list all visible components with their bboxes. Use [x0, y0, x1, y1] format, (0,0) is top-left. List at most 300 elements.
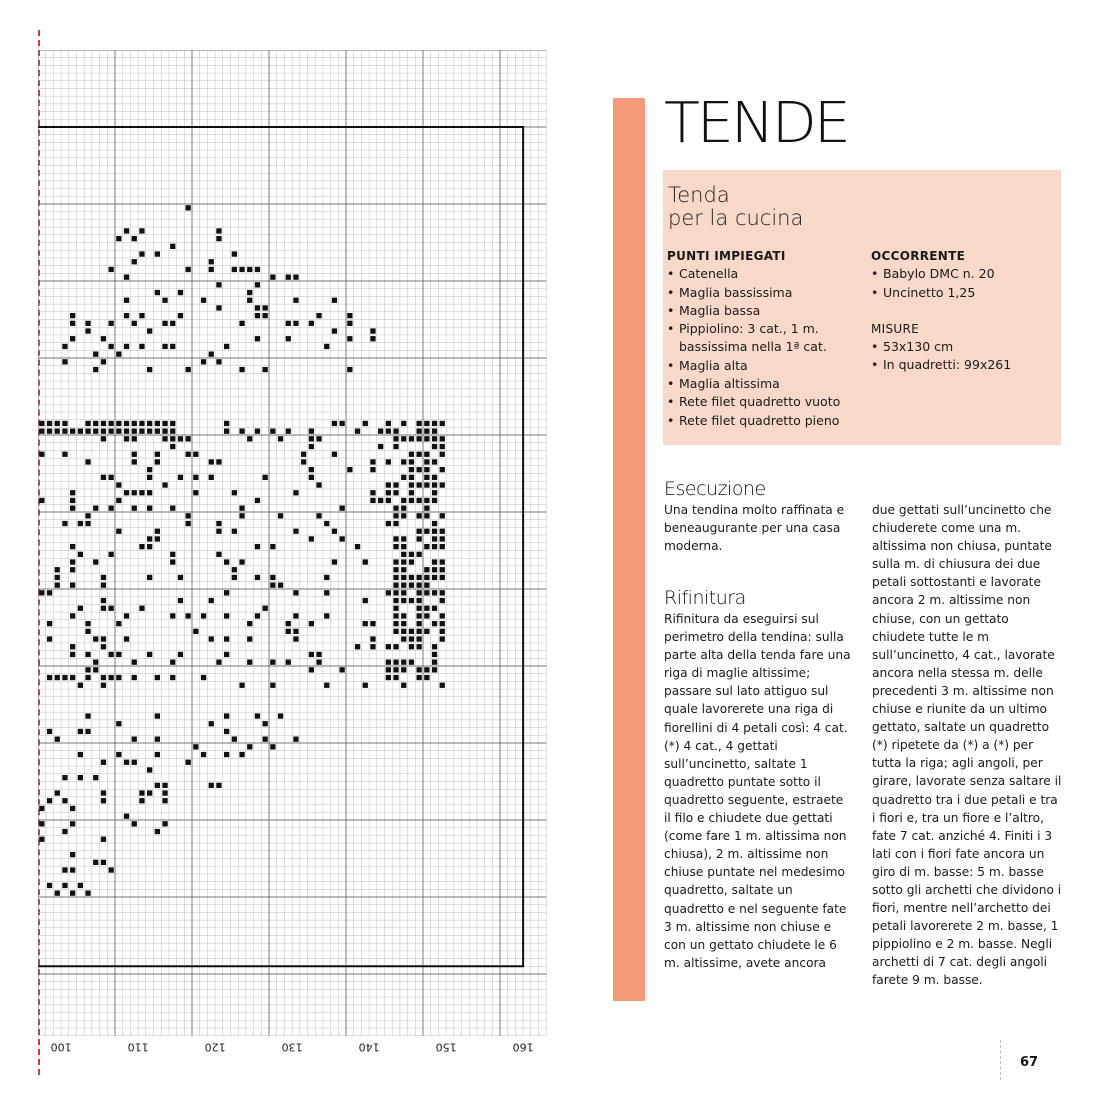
filled-cell [301, 452, 306, 457]
filled-cell [286, 336, 291, 341]
filled-cell [409, 552, 414, 557]
filled-cell [186, 521, 191, 526]
filled-cell [109, 506, 114, 511]
filled-cell [193, 629, 198, 634]
filled-cell [401, 506, 406, 511]
filled-cell [124, 613, 129, 618]
filled-cell [424, 606, 429, 611]
filled-cell [224, 713, 229, 718]
filled-cell [47, 621, 52, 626]
filled-cell [62, 359, 67, 364]
filled-cell [93, 367, 98, 372]
filled-cell [440, 575, 445, 580]
filled-cell [201, 752, 206, 757]
filled-cell [401, 613, 406, 618]
filled-cell [440, 436, 445, 441]
filled-cell [70, 652, 75, 657]
filled-cell [170, 421, 175, 426]
filled-cell [393, 536, 398, 541]
filled-cell [162, 344, 167, 349]
filled-cell [440, 559, 445, 564]
chart-border [38, 127, 523, 966]
filled-cell [85, 429, 90, 434]
filled-cell [355, 544, 360, 549]
filled-cell [85, 675, 90, 680]
filled-cell [124, 298, 129, 303]
filled-cell [417, 552, 422, 557]
filled-cell [47, 636, 52, 641]
filled-cell [201, 298, 206, 303]
punti-item: • Maglia bassissima [667, 284, 867, 302]
filled-cell [270, 544, 275, 549]
filled-cell [93, 429, 98, 434]
filled-cell [370, 490, 375, 495]
filled-cell [324, 590, 329, 595]
filled-cell [355, 429, 360, 434]
filled-cell [78, 883, 83, 888]
filled-cell [70, 567, 75, 572]
filled-cell [440, 536, 445, 541]
punti-column [667, 247, 867, 430]
filet-chart-grid [38, 50, 552, 1070]
page-number: 67 [1020, 1055, 1039, 1070]
filled-cell [386, 521, 391, 526]
filled-cell [132, 259, 137, 264]
filled-cell [224, 421, 229, 426]
filled-cell [109, 675, 114, 680]
punti-item: • Pippiolino: 3 cat., 1 m. bassissima nella 1ª cat. [667, 320, 867, 357]
filled-cell [239, 367, 244, 372]
filled-cell [370, 336, 375, 341]
filled-cell [239, 506, 244, 511]
filled-cell [432, 606, 437, 611]
filled-cell [363, 598, 368, 603]
filled-cell [270, 429, 275, 434]
filled-cell [101, 475, 106, 480]
filled-cell [47, 798, 52, 803]
filled-cell [132, 737, 137, 742]
punti-item: • Rete filet quadretto vuoto [667, 393, 867, 411]
filled-cell [386, 429, 391, 434]
filled-cell [293, 321, 298, 326]
filled-cell [286, 621, 291, 626]
filled-cell [132, 760, 137, 765]
filled-cell [409, 559, 414, 564]
filled-cell [417, 621, 422, 626]
filled-cell [93, 421, 98, 426]
filled-cell [55, 567, 60, 572]
filled-cell [263, 367, 268, 372]
filled-cell [162, 783, 167, 788]
filled-cell [417, 529, 422, 534]
filled-cell [386, 644, 391, 649]
filled-cell [432, 498, 437, 503]
filled-cell [239, 683, 244, 688]
filled-cell [255, 267, 260, 272]
filled-cell [324, 575, 329, 580]
filled-cell [216, 228, 221, 233]
filled-cell [132, 452, 137, 457]
filled-cell [70, 806, 75, 811]
filled-cell [147, 490, 152, 495]
filled-cell [424, 629, 429, 634]
box-title-line1: Tenda [668, 183, 730, 207]
filled-cell [139, 421, 144, 426]
filled-cell [432, 621, 437, 626]
filled-cell [170, 344, 175, 349]
filled-cell [393, 598, 398, 603]
filled-cell [424, 667, 429, 672]
filled-cell [424, 459, 429, 464]
filled-cell [162, 798, 167, 803]
filled-cell [70, 644, 75, 649]
filled-cell [232, 267, 237, 272]
filled-cell [309, 667, 314, 672]
filled-cell [293, 275, 298, 280]
filled-cell [132, 490, 137, 495]
filled-cell [155, 251, 160, 256]
filled-cell [178, 313, 183, 318]
filled-cell [201, 359, 206, 364]
filled-cell [409, 482, 414, 487]
filled-cell [340, 506, 345, 511]
filled-cell [278, 713, 283, 718]
filled-cell [93, 860, 98, 865]
filled-cell [401, 660, 406, 665]
filled-cell [417, 667, 422, 672]
filled-cell [247, 636, 252, 641]
filled-cell [55, 421, 60, 426]
filled-cell [139, 344, 144, 349]
filled-cell [39, 837, 44, 842]
filled-cell [278, 513, 283, 518]
filled-cell [101, 421, 106, 426]
filled-cell [393, 544, 398, 549]
filled-cell [417, 590, 422, 595]
filled-cell [93, 667, 98, 672]
filled-cell [440, 598, 445, 603]
filled-cell [409, 575, 414, 580]
filled-cell [401, 629, 406, 634]
punti-item: • Maglia altissima [667, 375, 867, 393]
filled-cell [386, 667, 391, 672]
filled-cell [155, 421, 160, 426]
filled-cell [170, 660, 175, 665]
filled-cell [155, 529, 160, 534]
filled-cell [232, 567, 237, 572]
filled-cell [432, 459, 437, 464]
filled-cell [47, 429, 52, 434]
filled-cell [101, 683, 106, 688]
filled-cell [62, 867, 67, 872]
filled-cell [101, 636, 106, 641]
filled-cell [247, 744, 252, 749]
filled-cell [332, 328, 337, 333]
filled-cell [101, 598, 106, 603]
filled-cell [393, 629, 398, 634]
filled-cell [124, 636, 129, 641]
filled-cell [147, 467, 152, 472]
filled-cell [432, 529, 437, 534]
filled-cell [62, 798, 67, 803]
filled-cell [39, 498, 44, 503]
filled-cell [424, 590, 429, 595]
filled-cell [401, 636, 406, 641]
filled-cell [109, 552, 114, 557]
filled-cell [424, 583, 429, 588]
punti-item: • Maglia alta [667, 357, 867, 375]
filled-cell [162, 429, 167, 434]
filled-cell [417, 675, 422, 680]
filled-cell [347, 321, 352, 326]
occorrente-heading: OCCORRENTE [871, 249, 966, 263]
filled-cell [216, 783, 221, 788]
filled-cell [101, 429, 106, 434]
filled-cell [139, 790, 144, 795]
filled-cell [401, 590, 406, 595]
filled-cell [155, 536, 160, 541]
filled-cell [70, 559, 75, 564]
filled-cell [178, 290, 183, 295]
filled-cell [178, 652, 183, 657]
filled-cell [193, 452, 198, 457]
filled-cell [216, 459, 221, 464]
filled-cell [109, 421, 114, 426]
filled-cell [139, 313, 144, 318]
filled-cell [109, 867, 114, 872]
filled-cell [424, 421, 429, 426]
filled-cell [147, 767, 152, 772]
filled-cell [101, 790, 106, 795]
filled-cell [301, 459, 306, 464]
filled-cell [132, 429, 137, 434]
filled-cell [432, 590, 437, 595]
filled-cell [293, 636, 298, 641]
filled-cell [409, 498, 414, 503]
filled-cell [216, 305, 221, 310]
filled-cell [332, 529, 337, 534]
filled-cell [139, 606, 144, 611]
filled-cell [101, 606, 106, 611]
filled-cell [440, 467, 445, 472]
filled-cell [62, 429, 67, 434]
filled-cell [147, 367, 152, 372]
filled-cell [62, 521, 67, 526]
filled-cell [386, 490, 391, 495]
filled-cell [393, 621, 398, 626]
filled-cell [370, 636, 375, 641]
filled-cell [116, 652, 121, 657]
filled-cell [378, 498, 383, 503]
filled-cell [424, 544, 429, 549]
filled-cell [417, 452, 422, 457]
filled-cell [424, 513, 429, 518]
filled-cell [324, 613, 329, 618]
filled-cell [432, 644, 437, 649]
filled-cell [62, 452, 67, 457]
filled-cell [401, 436, 406, 441]
filled-cell [155, 459, 160, 464]
filled-cell [55, 575, 60, 580]
filled-cell [363, 559, 368, 564]
occorrente-list [871, 265, 1056, 302]
filled-cell [255, 429, 260, 434]
punti-list [667, 265, 867, 430]
filled-cell [216, 282, 221, 287]
filled-cell [93, 660, 98, 665]
filled-cell [186, 760, 191, 765]
filled-cell [393, 513, 398, 518]
filled-cell [286, 429, 291, 434]
filled-cell [193, 475, 198, 480]
filled-cell [70, 583, 75, 588]
filled-cell [85, 521, 90, 526]
filled-cell [85, 891, 90, 896]
filled-cell [101, 760, 106, 765]
filled-cell [62, 421, 67, 426]
filled-cell [316, 482, 321, 487]
filled-cell [62, 883, 67, 888]
filled-cell [116, 482, 121, 487]
filled-cell [417, 498, 422, 503]
filled-cell [386, 675, 391, 680]
filled-cell [424, 436, 429, 441]
filled-cell [309, 436, 314, 441]
filled-cell [255, 336, 260, 341]
filled-cell [432, 667, 437, 672]
filled-cell [270, 660, 275, 665]
filled-cell [401, 567, 406, 572]
filled-cell [340, 421, 345, 426]
rifinitura-text: Rifinitura da eseguirsi sul perimetro della tendina: sulla parte alta della tenda fare una riga di maglie altissime; passare sul lato attiguo sul quale lavorerete una riga di fiorellini di 4 petali così: 4 cat. (*) 4 cat., 4 gettati sull’uncinetto, saltate 1 quadretto puntate sotto il quadretto seguente, estraete il filo e chiudete due gettati (come fare 1 m. altissima non chiusa), 2 m. altissime non chiuse puntate nel medesimo quadretto, saltate un quadretto e nel seguente fate 3 m. altissime non chiuse e con un gettato chiudete le 6 m. altissime, avete ancora [664, 612, 851, 970]
filled-cell [209, 636, 214, 641]
axis-tick-label: 160 [512, 1040, 534, 1054]
filled-cell [109, 652, 114, 657]
axis-tick-label: 150 [435, 1040, 457, 1054]
filled-cell [263, 737, 268, 742]
filled-cell [216, 359, 221, 364]
filled-cell [124, 421, 129, 426]
filled-cell [324, 521, 329, 526]
filled-cell [432, 421, 437, 426]
filled-cell [417, 536, 422, 541]
filled-cell [255, 282, 260, 287]
filled-cell [178, 436, 183, 441]
filled-cell [386, 421, 391, 426]
filled-cell [55, 737, 60, 742]
filled-cell [309, 444, 314, 449]
filled-cell [424, 452, 429, 457]
filled-cell [116, 752, 121, 757]
filled-cell [255, 713, 260, 718]
filled-cell [270, 683, 275, 688]
filled-cell [440, 636, 445, 641]
filled-cell [232, 251, 237, 256]
filled-cell [378, 429, 383, 434]
filled-cell [39, 821, 44, 826]
filled-cell [78, 521, 83, 526]
filled-cell [109, 429, 114, 434]
filled-cell [255, 544, 260, 549]
filled-cell [216, 521, 221, 526]
filled-cell [47, 590, 52, 595]
filled-cell [70, 429, 75, 434]
filled-cell [440, 482, 445, 487]
filled-cell [62, 829, 67, 834]
filled-cell [432, 652, 437, 657]
filled-cell [247, 267, 252, 272]
filled-cell [170, 244, 175, 249]
filled-cell [440, 629, 445, 634]
filled-cell [124, 344, 129, 349]
filled-cell [440, 683, 445, 688]
filled-cell [224, 729, 229, 734]
filled-cell [78, 775, 83, 780]
filled-cell [316, 513, 321, 518]
filled-cell [162, 421, 167, 426]
filled-cell [393, 667, 398, 672]
filled-cell [147, 575, 152, 580]
filled-cell [70, 821, 75, 826]
filled-cell [239, 429, 244, 434]
filled-cell [409, 436, 414, 441]
axis-tick-label: 110 [127, 1040, 149, 1054]
filled-cell [193, 744, 198, 749]
filled-cell [124, 436, 129, 441]
filled-cell [55, 583, 60, 588]
filled-cell [101, 644, 106, 649]
filled-cell [401, 559, 406, 564]
filled-cell [39, 590, 44, 595]
filled-cell [247, 298, 252, 303]
filled-cell [224, 636, 229, 641]
filled-cell [401, 683, 406, 688]
filled-cell [109, 267, 114, 272]
filled-cell [417, 636, 422, 641]
filled-cell [401, 667, 406, 672]
filled-cell [224, 559, 229, 564]
filled-cell [47, 421, 52, 426]
filled-cell [332, 452, 337, 457]
filled-cell [124, 228, 129, 233]
filled-cell [424, 575, 429, 580]
filled-cell [170, 444, 175, 449]
filled-cell [85, 459, 90, 464]
filled-cell [224, 344, 229, 349]
filled-cell [293, 529, 298, 534]
filled-cell [70, 852, 75, 857]
filled-cell [309, 321, 314, 326]
filled-cell [101, 860, 106, 865]
filled-cell [393, 429, 398, 434]
filled-cell [255, 305, 260, 310]
filled-cell [78, 752, 83, 757]
filled-cell [85, 713, 90, 718]
filled-cell [424, 498, 429, 503]
filled-cell [393, 490, 398, 495]
filled-cell [340, 536, 345, 541]
filled-cell [432, 490, 437, 495]
filled-cell [263, 313, 268, 318]
filled-cell [340, 667, 345, 672]
filled-cell [186, 436, 191, 441]
filled-cell [209, 783, 214, 788]
filled-cell [216, 660, 221, 665]
filled-cell [209, 352, 214, 357]
filled-cell [409, 598, 414, 603]
filled-cell [132, 436, 137, 441]
filled-cell [224, 752, 229, 757]
